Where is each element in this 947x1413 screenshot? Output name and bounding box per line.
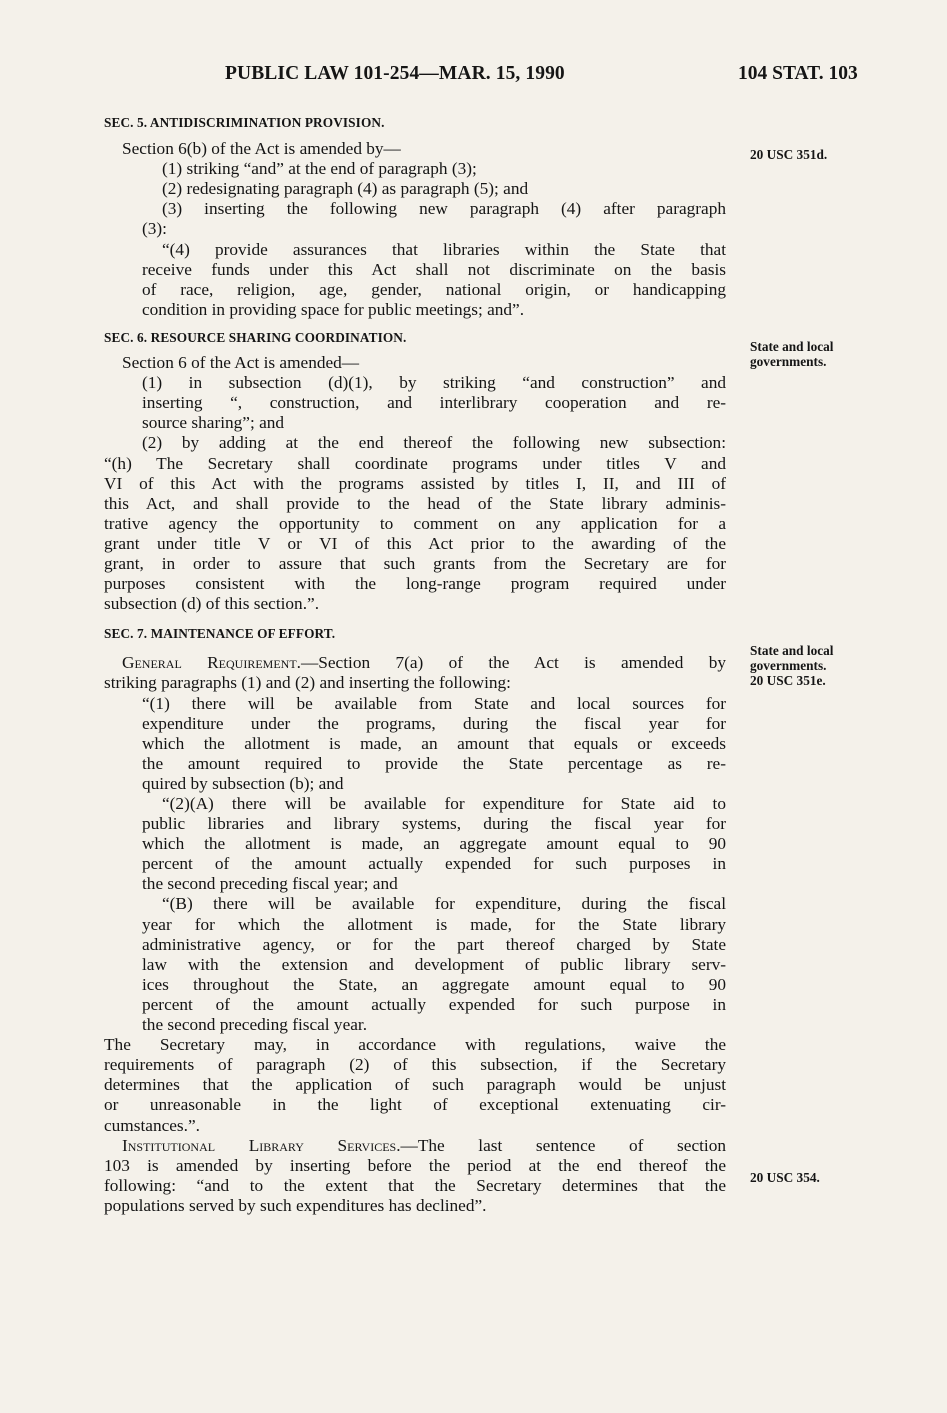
text-line: which the allotment is made, an aggregate amount equal to 90 <box>142 834 726 854</box>
text-line: which the allotment is made, an amount that equals or exceeds <box>142 733 726 753</box>
text-line: inserting “, construction, and interlibrary cooperation and re- <box>142 393 726 413</box>
margin-note-state-local-1 <box>750 339 833 369</box>
text-line: 103 is amended by inserting before the period at the end thereof the <box>104 1155 726 1175</box>
text-line: percent of the amount actually expended for such purpose in <box>142 994 726 1014</box>
text-line: or unreasonable in the light of exceptional extenuating cir- <box>104 1095 726 1115</box>
section-5-heading: SEC. 5. ANTIDISCRIMINATION PROVISION. <box>104 115 385 130</box>
text-line: trative agency the opportunity to comment on any application for a <box>104 513 726 533</box>
statute-page-number: 104 STAT. 103 <box>738 63 858 84</box>
subsection-a-label: General Requirement. <box>122 653 301 673</box>
text-line: the second preceding fiscal year. <box>142 1015 368 1035</box>
section-6-heading: SEC. 6. RESOURCE SHARING COORDINATION. <box>104 329 407 345</box>
subsection-b-line <box>104 1136 726 1156</box>
text-line: year for which the allotment is made, for the State library <box>142 914 726 934</box>
text-line: VI of this Act with the programs assisted by titles I, II, and III of <box>104 473 726 493</box>
margin-note-text: 20 USC 351e. <box>750 673 826 688</box>
margin-note-state-local-2 <box>750 643 833 688</box>
page-title: PUBLIC LAW 101-254—MAR. 15, 1990 <box>225 63 565 84</box>
section-7-heading: SEC. 7. MAINTENANCE OF EFFORT. <box>104 626 336 642</box>
margin-note-text: governments. <box>750 658 827 673</box>
text-line: source sharing”; and <box>142 413 285 433</box>
text-line: (3) inserting the following new paragraph (4) after paragraph <box>162 199 726 219</box>
text-line: “(B) there will be available for expenditure, during the fiscal <box>162 894 726 914</box>
text-line: “(1) there will be available from State and local sources for <box>142 693 726 713</box>
text-line: purposes consistent with the long-range program required under <box>104 574 726 594</box>
text-line: (2) redesignating paragraph (4) as paragraph (5); and <box>162 179 529 199</box>
text-line: quired by subsection (b); and <box>142 773 344 793</box>
subsection-a-text: —Section 7(a) of the Act is amended by <box>300 653 726 673</box>
text-line: administrative agency, or for the part thereof charged by State <box>142 934 726 954</box>
text-line: following: “and to the extent that the Secretary determines that the <box>104 1175 726 1195</box>
page-header <box>0 63 947 89</box>
text-line: the amount required to provide the State percentage as re- <box>142 753 726 773</box>
text-line: “(h) The Secretary shall coordinate programs under titles V and <box>104 453 726 473</box>
text-line: populations served by such expenditures has declined”. <box>104 1195 487 1215</box>
text-line: Section 6 of the Act is amended— <box>122 353 360 373</box>
text-line: of race, religion, age, gender, national origin, or handicapping <box>142 279 726 299</box>
text-line: (1) in subsection (d)(1), by striking “and construction” and <box>142 373 726 393</box>
text-line: (3): <box>142 219 167 239</box>
margin-note-text: 20 USC 351d. <box>750 147 828 162</box>
text-line: “(2)(A) there will be available for expenditure for State aid to <box>162 794 726 813</box>
text-line: public libraries and library systems, during the fiscal year for <box>142 814 726 834</box>
text-line: grant under title V or VI of this Act prior to the awarding of the <box>104 533 726 553</box>
text-line: Section 6(b) of the Act is amended by— <box>122 139 401 159</box>
text-line: law with the extension and development of public library serv- <box>142 954 726 974</box>
text-line: (2) by adding at the end thereof the following new subsection: <box>142 433 726 453</box>
text-line: subsection (d) of this section.”. <box>104 594 320 614</box>
text-line: receive funds under this Act shall not discriminate on the basis <box>142 259 726 279</box>
text-line: requirements of paragraph (2) of this subsection, if the Secretary <box>104 1055 726 1075</box>
margin-note-text: State and local <box>750 339 834 354</box>
text-line: (1) striking “and” at the end of paragraph (3); <box>162 159 477 179</box>
margin-note-text: governments. <box>750 354 827 369</box>
text-line: “(4) provide assurances that libraries within the State that <box>162 239 726 259</box>
text-line: the second preceding fiscal year; and <box>142 874 398 894</box>
subsection-b-text: —The last sentence of section <box>400 1135 726 1155</box>
text-line: condition in providing space for public meetings; and”. <box>142 299 525 319</box>
subsection-b-label: Institutional Library Services. <box>122 1135 401 1155</box>
text-line: The Secretary may, in accordance with regulations, waive the <box>104 1035 726 1055</box>
text-line: cumstances.”. <box>104 1115 200 1135</box>
subsection-a-line <box>104 653 726 673</box>
margin-note-354 <box>750 1170 820 1185</box>
text-line: this Act, and shall provide to the head of the State library adminis- <box>104 493 726 513</box>
margin-note-text: 20 USC 354. <box>750 1170 820 1185</box>
text-line: determines that the application of such paragraph would be unjust <box>104 1075 726 1095</box>
text-line: striking paragraphs (1) and (2) and inserting the following: <box>104 673 511 693</box>
margin-note-text: State and local <box>750 643 834 658</box>
text-line: ices throughout the State, an aggregate amount equal to 90 <box>142 974 726 994</box>
text-line: expenditure under the programs, during the fiscal year for <box>142 713 726 733</box>
text-line: grant, in order to assure that such grants from the Secretary are for <box>104 553 726 573</box>
margin-note-351d <box>750 147 827 162</box>
text-line: percent of the amount actually expended for such purposes in <box>142 854 726 874</box>
document-body <box>104 113 726 1216</box>
